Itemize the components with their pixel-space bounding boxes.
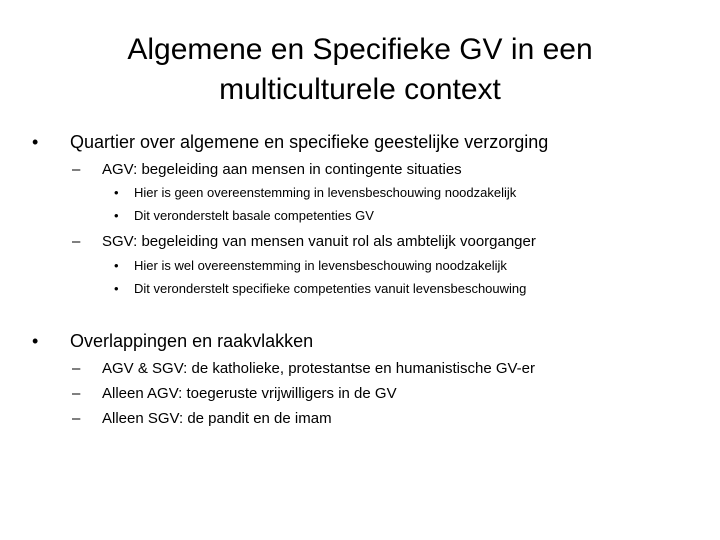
bullet-text: AGV & SGV: de katholieke, protestantse en humanistische GV-er [102,360,536,377]
bullet-text: Alleen SGV: de pandit en de imam [102,410,332,427]
slide-title-line-2: multiculturele context [219,73,501,106]
bullet-text: AGV: begeleiding aan mensen in contingente situaties [102,161,462,178]
dash-marker: – [72,385,81,402]
bullet-text: Hier is geen overeenstemming in levensbeschouwing noodzakelijk [134,185,517,200]
bullet-marker: • [32,331,39,351]
dash-marker: – [72,161,81,178]
dash-marker: – [72,233,81,250]
slide-title-line-1: Algemene en Specifieke GV in een [127,33,593,66]
bullet-text: Hier is wel overeenstemming in levensbeschouwing noodzakelijk [134,258,507,273]
bullet-marker: • [32,132,39,152]
bullet-text: Overlappingen en raakvlakken [70,331,314,351]
bullet-text: SGV: begeleiding van mensen vanuit rol als ambtelijk voorganger [102,233,536,250]
bullet-marker: • [114,258,119,273]
bullet-text: Alleen AGV: toegeruste vrijwilligers in de GV [102,385,397,402]
slide-title [60,30,660,110]
dash-marker: – [72,360,81,377]
bullet-marker: • [114,185,119,200]
bullet-marker: • [114,208,119,223]
bullet-text: Dit veronderstelt basale competenties GV [134,208,374,223]
bullet-marker: • [114,281,119,296]
bullet-text: Dit veronderstelt specifieke competenties vanuit levensbeschouwing [134,281,527,296]
bullet-text: Quartier over algemene en specifieke geestelijke verzorging [70,132,549,152]
dash-marker: – [72,410,81,427]
